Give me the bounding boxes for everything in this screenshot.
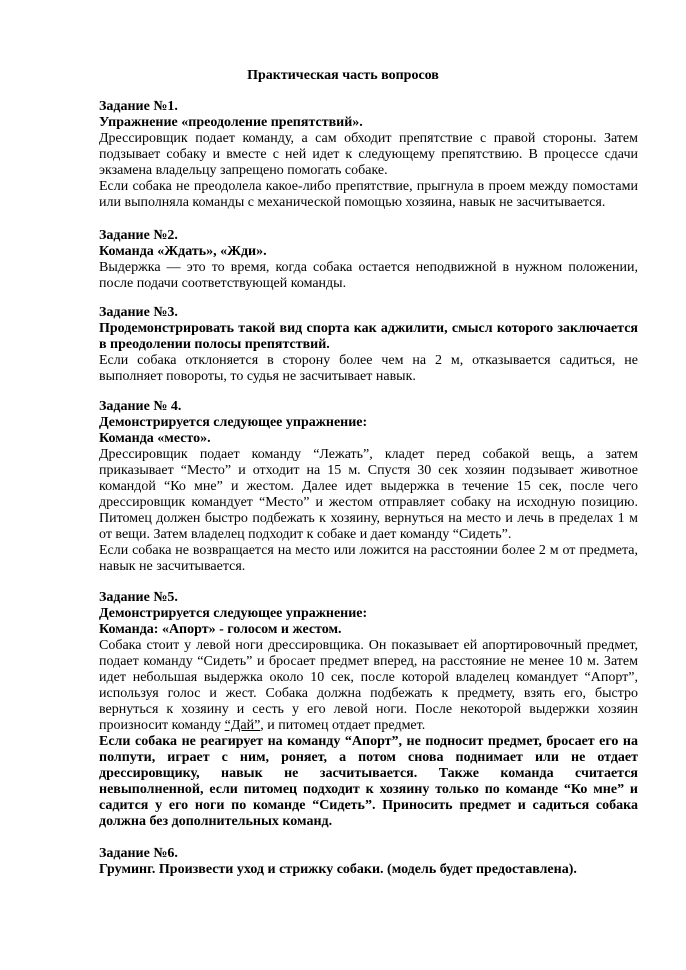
task-2-subtitle: Команда «Ждать», «Жди». [99,244,267,259]
task-5 [99,590,638,830]
task-5-paragraph-1 [99,638,638,734]
task-1-subtitle: Упражнение «преодоление препятствий». [99,115,363,130]
task-1-header: Задание №1. [99,99,178,114]
task-6-header: Задание №6. [99,846,178,861]
task-2-paragraph-1: Выдержка — это то время, когда собака остается неподвижной в нужном положении, после подачи соответствующей команды. [99,260,638,291]
task-4-paragraph-1: Дрессировщик подает команду “Лежать”, кладет перед собакой вещь, а затем приказывает “Место” и отходит на 15 м. Спустя 30 сек хозяин подзывает животное командой “Ко мне” и жестом. Далее идет выдержка в течение 15 сек, после чего дрессировщик командует “Место” и жестом отправляет собаку на исходную позицию. Питомец должен быстро подбежать к хозяину, вернуться на место и лечь в пределах 1 м от вещи. Затем владелец подходит к собаке и дает команду “Сидеть”. [99,447,638,542]
task-6 [99,846,638,878]
task-2-header: Задание №2. [99,228,178,243]
task-4-header: Задание № 4. [99,399,182,414]
page-title: Практическая часть вопросов [247,68,439,83]
task-3-subtitle: Продемонстрировать такой вид спорта как аджилити, смысл которого заключается в преодолении полосы препятствий. [99,321,638,352]
task-5-give-command: “Дай” [224,718,261,733]
task-4-subtitle: Демонстрируется следующее упражнение: [99,415,368,430]
task-4 [99,399,638,575]
task-3-paragraph-1: Если собака отклоняется в сторону более чем на 2 м, отказывается садиться, не выполняет повороты, то судья не засчитывает навык. [99,353,638,384]
task-2 [99,228,638,292]
task-5-subtitle: Демонстрируется следующее упражнение: [99,606,368,621]
task-1 [99,99,638,211]
task-4-command: Команда «место». [99,431,211,446]
task-6-subtitle: Груминг. Произвести уход и стрижку собаки. (модель будет предоставлена). [99,862,577,877]
task-1-paragraph-1: Дрессировщик подает команду, а сам обходит препятствие с правой стороны. Затем подзывает собаку и вместе с ней идет к следующему препятствию. В процессе сдачи экзамена владельцу запрещено помогать собаке. [99,131,638,178]
task-1-paragraph-2: Если собака не преодолела какое-либо препятствие, прыгнула в проем между помостами или выполняла команды с механической помощью хозяина, навык не засчитывается. [99,179,638,210]
task-4-paragraph-2: Если собака не возвращается на место или ложится на расстоянии более 2 м от предмета, навык не засчитывается. [99,543,638,574]
task-3 [99,305,638,385]
task-3-header: Задание №3. [99,305,178,320]
task-5-command: Команда: «Апорт» - голосом и жестом. [99,622,342,637]
task-5-paragraph-1-start: Собака стоит у левой ноги дрессировщика. Он показывает ей апортировочный предмет, подает команду “Сидеть” и бросает предмет вперед, на расстояние не менее 10 м. Затем идет небольшая выдержка около 10 сек, после которой владелец командует “Апорт”, используя голос и жест. Собака должна подбежать к предмету, взять его, быстро вернуться к хозяину и сесть у его левой ноги. После некоторой выдержки хозяин произносит команду [99,638,638,733]
task-5-header: Задание №5. [99,590,178,605]
task-5-paragraph-2: Если собака не реагирует на команду “Апорт”, не подносит предмет, бросает его на полпути, играет с ним, роняет, а потом снова поднимает или не отдает дрессировщику, навык не засчитывается. Также команда считается невыполненной, если питомец подходит к хозяину только по команде “Ко мне” и садится у его ноги по команде “Сидеть”. Приносить предмет и садиться собака должна без дополнительных команд. [99,734,638,829]
task-5-paragraph-1-end: , и питомец отдает предмет. [260,718,426,733]
